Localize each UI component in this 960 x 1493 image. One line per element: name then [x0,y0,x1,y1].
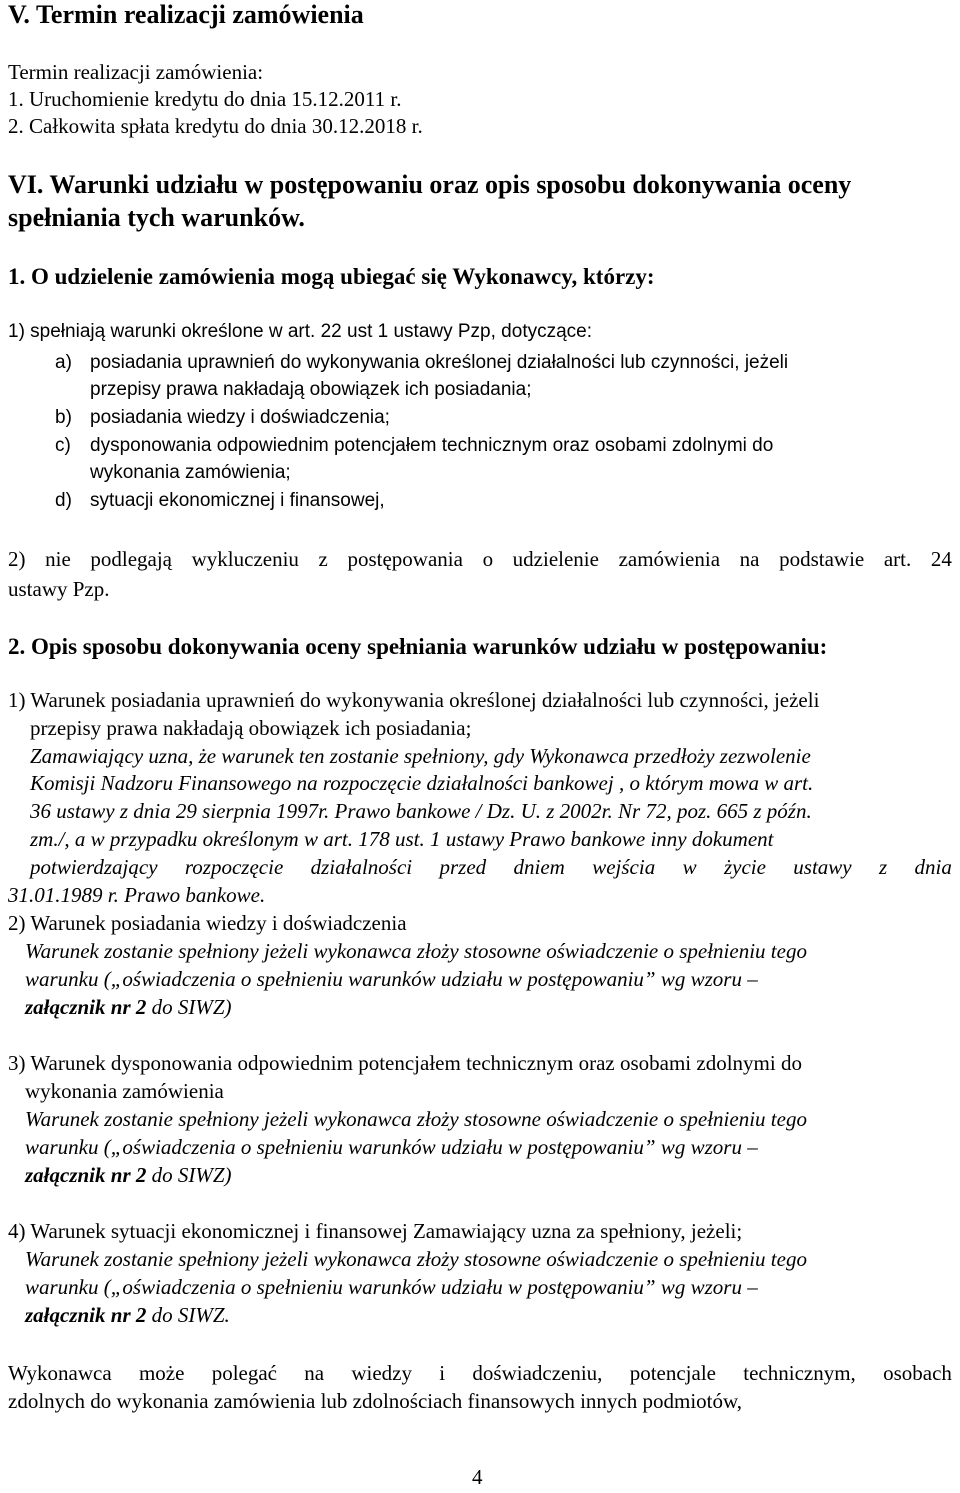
list-marker-d: d) [55,490,72,511]
annex-rest: do SIWZ. [146,1303,230,1327]
list-item-a-line-1: posiadania uprawnień do wykonywania określonej działalności lub czynności, jeżeli [90,352,789,373]
word: podstawie [779,547,865,571]
condition-2-line-1 [8,549,952,570]
word: art. [883,547,912,571]
word: na [739,547,760,571]
section-vi-heading-line-2: spełniania tych warunków. [8,203,305,232]
subsection-2-heading: 2. Opis sposobu dokonywania oceny spełniania warunków udziału w postępowaniu: [8,634,828,659]
word: Wykonawca [8,1361,112,1385]
list-item-d-line-1: sytuacji ekonomicznej i finansowej, [90,490,385,511]
word: podlegają [90,547,173,571]
section-v-heading: V. Termin realizacji zamówienia [8,0,364,29]
section-v-item-1: 1. Uruchomienie kredytu do dnia 15.12.2011 r. [8,87,402,111]
criterion-1-italic-4: zm./, a w przypadku określonym w art. 178 ust. 1 ustawy Prawo bankowe inny dokument [30,827,774,851]
list-item-b-line-1: posiadania wiedzy i doświadczenia; [90,407,390,428]
criterion-1-italic-3: 36 ustawy z dnia 29 sierpnia 1997r. Prawo bankowe / Dz. U. z 2002r. Nr 72, poz. 665 z późn. [30,799,812,823]
word: rozpoczęcie [184,855,284,879]
closing-line-2: zdolnych do wykonania zamówienia lub zdolnościach finansowych innych podmiotów, [8,1389,743,1413]
word: i [439,1361,446,1385]
word: wiedzy [351,1361,413,1385]
criterion-4-statement-1: Warunek zostanie spełniony jeżeli wykonawca złoży stosowne oświadczenie o spełnieniu tego [25,1247,807,1271]
word: może [138,1361,185,1385]
list-marker-c: c) [55,435,71,456]
word: o [482,547,494,571]
word: z [318,547,328,571]
criterion-2-line-1: 2) Warunek posiadania wiedzy i doświadczenia [8,911,407,935]
subsection-1-heading: 1. O udzielenie zamówienia mogą ubiegać się Wykonawcy, którzy: [8,264,655,289]
criterion-4-annex [25,1305,230,1326]
word: w [682,855,697,879]
word: działalności [310,855,413,879]
word: dnia [914,855,952,879]
criterion-1-line-2: przepisy prawa nakładają obowiązek ich posiadania; [30,716,472,740]
criterion-1-italic-2: Komisji Nadzoru Finansowego na rozpoczęcie działalności bankowej , o którym mowa w art. [30,771,814,795]
list-marker-a: a) [55,352,72,373]
criterion-2-statement-2: warunku („oświadczenia o spełnieniu warunków udziału w postępowaniu” wg wzoru – [25,967,758,991]
criterion-3-line-1: 3) Warunek dysponowania odpowiednim potencjałem technicznym oraz osobami zdolnymi do [8,1051,802,1075]
word: potwierdzający [30,855,158,879]
list-item-c-line-2: wykonania zamówienia; [90,462,291,483]
word: polegać [211,1361,277,1385]
criterion-2-statement-1: Warunek zostanie spełniony jeżeli wykonawca złoży stosowne oświadczenie o spełnieniu tego [25,939,807,963]
annex-rest: do SIWZ) [146,995,232,1019]
list-marker-b: b) [55,407,72,428]
criterion-3-statement-1: Warunek zostanie spełniony jeżeli wykonawca złoży stosowne oświadczenie o spełnieniu tego [25,1107,807,1131]
criterion-1-italic-5 [30,857,952,878]
section-v-item-2: 2. Całkowita spłata kredytu do dnia 30.12.2018 r. [8,114,423,138]
word: osobach [883,1361,952,1385]
word: udzielenie [512,547,599,571]
page-number: 4 [472,1465,483,1489]
word: z [879,855,888,879]
word: potencjale [629,1361,716,1385]
section-v-intro: Termin realizacji zamówienia: [8,60,264,84]
word: życie [723,855,766,879]
word: wejścia [592,855,656,879]
list-item-a-line-2: przepisy prawa nakładają obowiązek ich posiadania; [90,379,532,400]
word: doświadczeniu, [472,1361,603,1385]
word: wykluczeniu [191,547,299,571]
word: postępowania [347,547,463,571]
word: nie [45,547,71,571]
criterion-2-annex [25,997,232,1018]
list-item-c-line-1: dysponowania odpowiednim potencjałem technicznym oraz osobami zdolnymi do [90,435,774,456]
criterion-1-italic-6: 31.01.1989 r. Prawo bankowe. [8,883,266,907]
criterion-3-statement-2: warunku („oświadczenia o spełnieniu warunków udziału w postępowaniu” wg wzoru – [25,1135,758,1159]
criterion-4-line-1: 4) Warunek sytuacji ekonomicznej i finansowej Zamawiający uzna za spełniony, jeżeli; [8,1219,743,1243]
word: technicznym, [743,1361,856,1385]
criterion-3-annex [25,1165,232,1186]
section-vi-heading-line-1: VI. Warunki udziału w postępowaniu oraz opis sposobu dokonywania oceny [8,170,852,199]
criterion-1-italic-1: Zamawiający uzna, że warunek ten zostanie spełniony, gdy Wykonawca przedłoży zezwolenie [30,744,811,768]
criterion-1-line-1: 1) Warunek posiadania uprawnień do wykonywania określonej działalności lub czynności, jeżeli [8,688,820,712]
criterion-3-line-2: wykonania zamówienia [25,1079,224,1103]
word: na [304,1361,325,1385]
annex-label: załącznik nr 2 [25,1303,147,1327]
condition-1-line-1: 1) spełniają warunki określone w art. 22 ust 1 ustawy Pzp, dotyczące: [8,321,593,342]
word: dniem [513,855,565,879]
annex-rest: do SIWZ) [146,1163,232,1187]
word: zamówienia [618,547,721,571]
word: 24 [930,547,952,571]
word: ustawy [793,855,852,879]
word: 2) [8,547,26,571]
closing-line-1 [8,1363,952,1384]
word: przed [439,855,487,879]
annex-label: załącznik nr 2 [25,1163,147,1187]
condition-2-line-2: ustawy Pzp. [8,577,110,601]
criterion-4-statement-2: warunku („oświadczenia o spełnieniu warunków udziału w postępowaniu” wg wzoru – [25,1275,758,1299]
annex-label: załącznik nr 2 [25,995,147,1019]
